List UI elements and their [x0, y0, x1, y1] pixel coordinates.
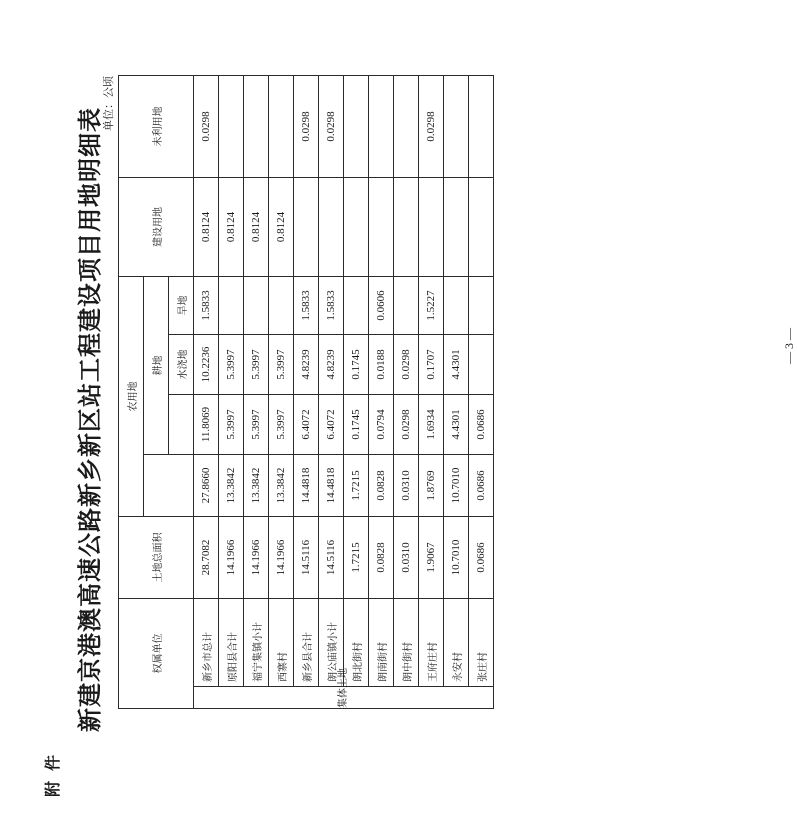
- cell-unused: [219, 76, 244, 178]
- cell-construction: 0.8124: [269, 178, 294, 277]
- cell-agri_sub: 0.0686: [469, 395, 494, 455]
- cell-agri: 13.3842: [269, 455, 294, 517]
- cell-unused: [244, 76, 269, 178]
- cell-name: 朗北街村: [344, 599, 369, 687]
- cell-name: 朗公庙镇小计: [319, 599, 344, 687]
- cell-agri_sub: 0.0794: [369, 395, 394, 455]
- cell-name: 张庄村: [469, 599, 494, 687]
- cell-dry: 1.5833: [319, 277, 344, 335]
- cell-agri_sub: 5.3997: [244, 395, 269, 455]
- cell-unused: [269, 76, 294, 178]
- attachment-label: 附件: [43, 744, 62, 797]
- table-row: [219, 76, 244, 709]
- cell-total: 14.1966: [244, 517, 269, 599]
- cell-name: 西寨村: [269, 599, 294, 687]
- cell-total: 0.0828: [369, 517, 394, 599]
- table-row: [419, 76, 444, 709]
- cell-name: 朗南街村: [369, 599, 394, 687]
- land-use-table: [118, 75, 494, 709]
- header-construction: 建设用地: [119, 178, 194, 277]
- cell-dry: 0.0606: [369, 277, 394, 335]
- header-unused: 未利用地: [119, 76, 194, 178]
- cell-agri: 13.3842: [219, 455, 244, 517]
- cell-construction: [469, 178, 494, 277]
- cell-irrigated: 4.8239: [319, 335, 344, 395]
- header-cultivated-blank: [169, 395, 194, 455]
- cell-dry: [244, 277, 269, 335]
- header-total: 土地总面积: [119, 517, 194, 599]
- cell-total: 1.7215: [344, 517, 369, 599]
- cell-agri_sub: 5.3997: [219, 395, 244, 455]
- cell-total: 10.7010: [444, 517, 469, 599]
- cell-dry: [394, 277, 419, 335]
- cell-irrigated: 4.8239: [294, 335, 319, 395]
- cell-name: 永安村: [444, 599, 469, 687]
- table-row: [294, 76, 319, 709]
- cell-dry: 1.5833: [294, 277, 319, 335]
- cell-irrigated: 4.4301: [444, 335, 469, 395]
- cell-irrigated: 0.1707: [419, 335, 444, 395]
- cell-unused: [344, 76, 369, 178]
- cell-name: 福宁集镇小计: [244, 599, 269, 687]
- cell-agri_sub: 0.1745: [344, 395, 369, 455]
- table-row: [319, 76, 344, 709]
- cell-name: 新乡市总计: [194, 599, 219, 687]
- cell-agri: 27.8660: [194, 455, 219, 517]
- cell-construction: [294, 178, 319, 277]
- table-row: [444, 76, 469, 709]
- cell-agri: 1.7215: [344, 455, 369, 517]
- cell-construction: [319, 178, 344, 277]
- unit-label: 单位：公顷: [102, 76, 115, 131]
- cell-total: 0.0310: [394, 517, 419, 599]
- cell-agri_sub: 6.4072: [319, 395, 344, 455]
- cell-name: 朗中街村: [394, 599, 419, 687]
- cell-irrigated: 5.3997: [219, 335, 244, 395]
- table-row: [194, 76, 219, 709]
- header-agri-blank: [144, 455, 194, 517]
- cell-agri_sub: 6.4072: [294, 395, 319, 455]
- cell-name: 新乡县合计: [294, 599, 319, 687]
- cell-construction: [369, 178, 394, 277]
- cell-total: 0.0686: [469, 517, 494, 599]
- cell-unused: 0.0298: [194, 76, 219, 178]
- table-row: [394, 76, 419, 709]
- cell-agri: 10.7010: [444, 455, 469, 517]
- cell-irrigated: 0.0298: [394, 335, 419, 395]
- header-row-1: [119, 76, 144, 709]
- document-title: 新建京港澳高速公路新乡新区站工程建设项目用地明细表: [75, 107, 104, 732]
- cell-unused: [394, 76, 419, 178]
- collective-land-label: 集体土地: [194, 687, 494, 709]
- cell-agri: 0.0686: [469, 455, 494, 517]
- cell-total: 14.5116: [294, 517, 319, 599]
- cell-construction: [444, 178, 469, 277]
- cell-total: 14.1966: [269, 517, 294, 599]
- table-row: [269, 76, 294, 709]
- cell-unused: 0.0298: [319, 76, 344, 178]
- table-row: [244, 76, 269, 709]
- cell-unused: [444, 76, 469, 178]
- cell-irrigated: 0.0188: [369, 335, 394, 395]
- cell-construction: [344, 178, 369, 277]
- cell-dry: [469, 277, 494, 335]
- header-owner: 权属单位: [119, 599, 194, 709]
- cell-construction: 0.8124: [244, 178, 269, 277]
- cell-unused: 0.0298: [419, 76, 444, 178]
- cell-agri_sub: 1.6934: [419, 395, 444, 455]
- table-row: [469, 76, 494, 709]
- table-row: [369, 76, 394, 709]
- cell-total: 1.9067: [419, 517, 444, 599]
- cell-total: 14.5116: [319, 517, 344, 599]
- cell-construction: [419, 178, 444, 277]
- cell-dry: [444, 277, 469, 335]
- cell-agri: 0.0310: [394, 455, 419, 517]
- cell-dry: [344, 277, 369, 335]
- cell-agri: 13.3842: [244, 455, 269, 517]
- cell-name: 原阳县合计: [219, 599, 244, 687]
- page-number: — 3 —: [782, 328, 796, 364]
- header-cultivated: 耕地: [144, 277, 169, 455]
- cell-unused: 0.0298: [294, 76, 319, 178]
- cell-irrigated: [469, 335, 494, 395]
- cell-construction: 0.8124: [219, 178, 244, 277]
- cell-unused: [369, 76, 394, 178]
- cell-dry: [219, 277, 244, 335]
- cell-dry: 1.5227: [419, 277, 444, 335]
- cell-agri_sub: 5.3997: [269, 395, 294, 455]
- header-dry: 旱地: [169, 277, 194, 335]
- header-irrigated: 水浇地: [169, 335, 194, 395]
- cell-unused: [469, 76, 494, 178]
- cell-irrigated: 0.1745: [344, 335, 369, 395]
- cell-agri: 14.4818: [294, 455, 319, 517]
- cell-agri: 1.8769: [419, 455, 444, 517]
- cell-dry: 1.5833: [194, 277, 219, 335]
- cell-dry: [269, 277, 294, 335]
- cell-agri: 0.0828: [369, 455, 394, 517]
- cell-construction: 0.8124: [194, 178, 219, 277]
- cell-construction: [394, 178, 419, 277]
- cell-agri_sub: 0.0298: [394, 395, 419, 455]
- cell-total: 28.7082: [194, 517, 219, 599]
- table-row: [344, 76, 369, 709]
- cell-total: 14.1966: [219, 517, 244, 599]
- cell-agri_sub: 11.8069: [194, 395, 219, 455]
- cell-irrigated: 5.3997: [269, 335, 294, 395]
- cell-name: 王府庄村: [419, 599, 444, 687]
- header-agri: 农用地: [119, 277, 144, 517]
- cell-irrigated: 5.3997: [244, 335, 269, 395]
- cell-agri: 14.4818: [319, 455, 344, 517]
- cell-agri_sub: 4.4301: [444, 395, 469, 455]
- cell-irrigated: 10.2236: [194, 335, 219, 395]
